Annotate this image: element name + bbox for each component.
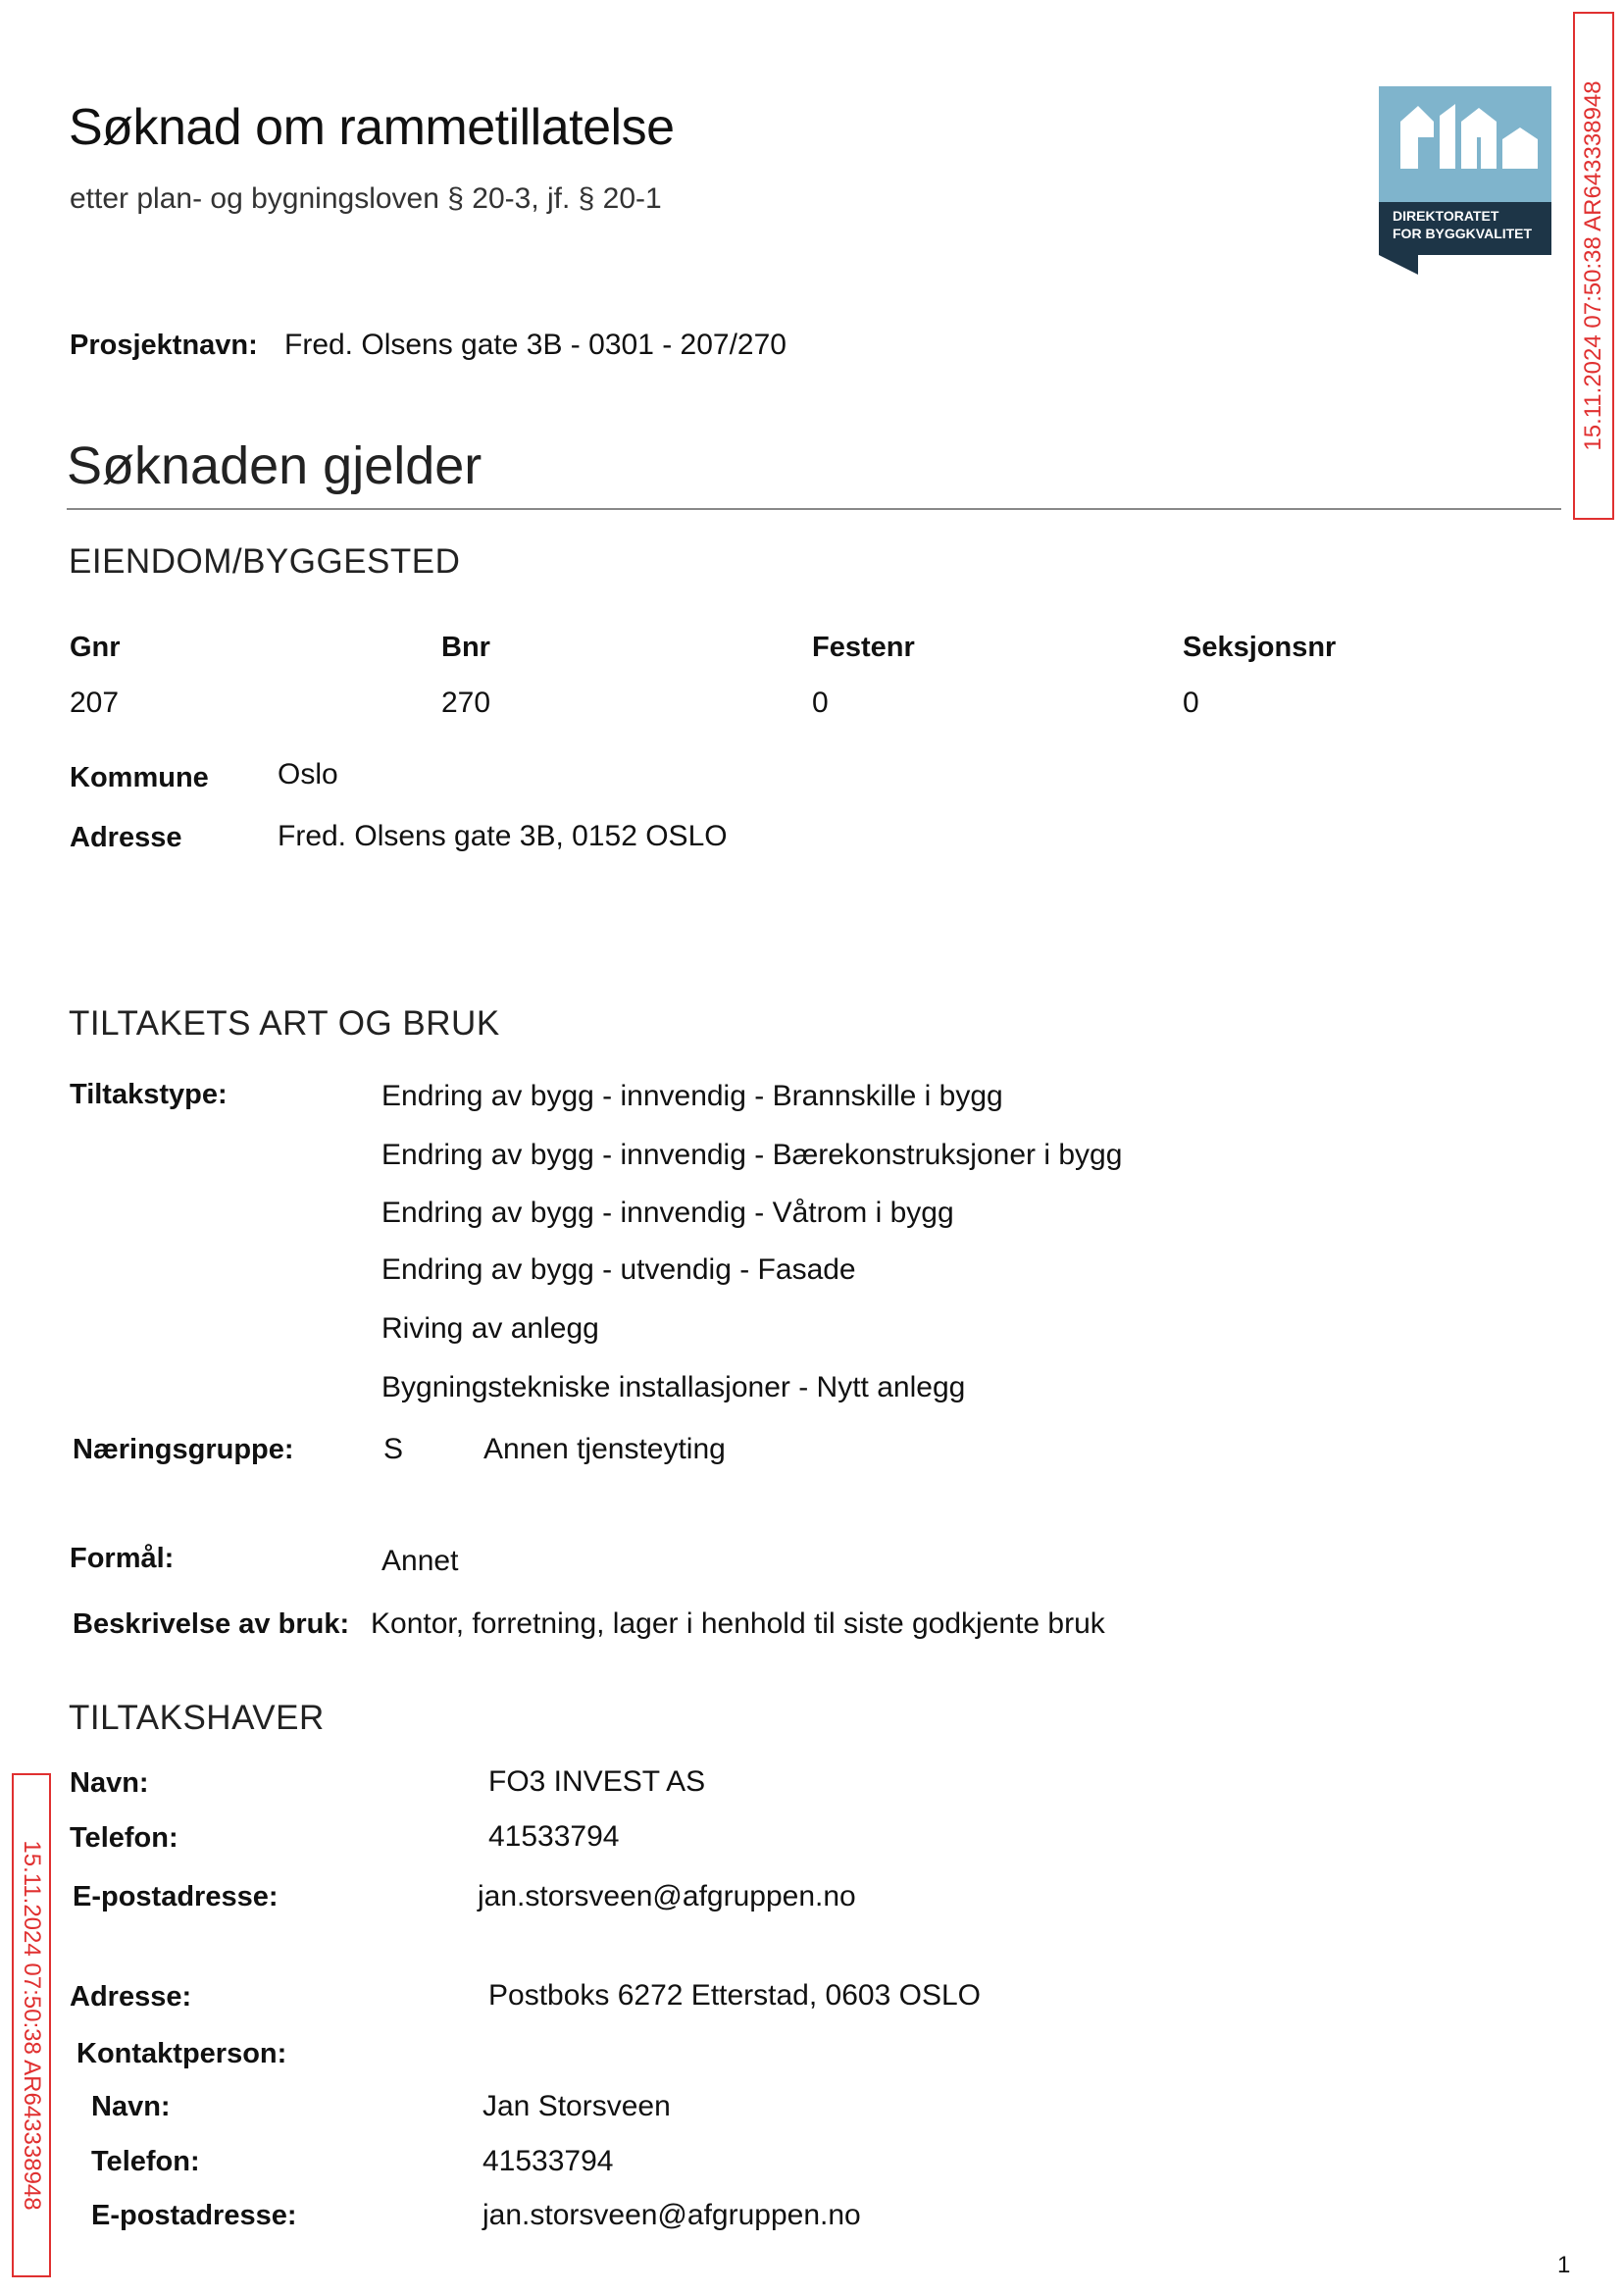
adresse-label: Adresse — [70, 822, 182, 853]
kontakt-epost-label: E-postadresse: — [91, 2200, 297, 2231]
tiltakstype-item: Riving av anlegg — [381, 1312, 599, 1345]
tiltakshaver-adresse-value: Postboks 6272 Etterstad, 0603 OSLO — [488, 1979, 981, 2012]
festenr-label: Festenr — [812, 632, 915, 663]
tiltakstype-item: Endring av bygg - innvendig - Våtrom i bygg — [381, 1197, 954, 1229]
tiltakshaver-epost-value: jan.storsveen@afgruppen.no — [478, 1880, 856, 1912]
dibk-logo — [1379, 86, 1551, 275]
tiltakshaver-adresse-label: Adresse: — [70, 1981, 192, 2013]
tiltakshaver-navn-value: FO3 INVEST AS — [488, 1765, 706, 1798]
tiltakstype-item: Endring av bygg - innvendig - Bærekonstruksjoner i bygg — [381, 1139, 1123, 1171]
bruk-label: Beskrivelse av bruk: — [73, 1608, 350, 1640]
kontakt-navn-value: Jan Storsveen — [482, 2090, 671, 2122]
logo-line1: DIREKTORATET — [1393, 208, 1499, 224]
bnr-value: 270 — [441, 687, 491, 719]
formal-value: Annet — [381, 1545, 459, 1577]
document-title: Søknad om rammetillatelse — [69, 99, 675, 156]
timestamp-stamp-top — [1573, 12, 1614, 520]
seksjonsnr-label: Seksjonsnr — [1183, 632, 1337, 663]
document-subtitle: etter plan- og bygningsloven § 20-3, jf. § 20-1 — [70, 182, 662, 215]
kontaktperson-label: Kontaktperson: — [76, 2038, 287, 2069]
naeringsgruppe-label: Næringsgruppe: — [73, 1434, 294, 1465]
project-value: Fred. Olsens gate 3B - 0301 - 207/270 — [284, 329, 787, 361]
timestamp-stamp-bottom — [12, 1773, 51, 2277]
stamp-text-top: 15.11.2024 07:50:38 AR643338948 — [1580, 80, 1606, 451]
adresse-value: Fred. Olsens gate 3B, 0152 OSLO — [278, 820, 728, 852]
tiltakstype-label: Tiltakstype: — [70, 1079, 228, 1110]
dibk-logo-graphic — [1379, 86, 1551, 275]
project-label: Prosjektnavn: — [70, 330, 258, 361]
kommune-value: Oslo — [278, 758, 338, 790]
tiltakshaver-navn-label: Navn: — [70, 1767, 149, 1799]
naeringsgruppe-code: S — [383, 1433, 404, 1465]
tiltakshaver-telefon-value: 41533794 — [488, 1820, 620, 1853]
eiendom-heading: EIENDOM/BYGGESTED — [69, 542, 461, 581]
bnr-label: Bnr — [441, 632, 490, 663]
stamp-text-bottom: 15.11.2024 07:50:38 AR643338948 — [19, 1840, 45, 2211]
section-divider — [67, 508, 1561, 510]
bruk-value: Kontor, forretning, lager i henhold til siste godkjente bruk — [371, 1607, 1105, 1640]
gnr-value: 207 — [70, 687, 120, 719]
kontakt-navn-label: Navn: — [91, 2091, 171, 2122]
formal-label: Formål: — [70, 1543, 175, 1574]
tiltakstype-item: Endring av bygg - innvendig - Brannskille i bygg — [381, 1080, 1003, 1112]
logo-line2: FOR BYGGKVALITET — [1393, 226, 1533, 241]
kommune-label: Kommune — [70, 762, 209, 793]
seksjonsnr-value: 0 — [1183, 687, 1199, 719]
section-title: Søknaden gjelder — [67, 436, 482, 495]
tiltakstype-item: Bygningstekniske installasjoner - Nytt anlegg — [381, 1371, 966, 1403]
tiltak-heading: TILTAKETS ART OG BRUK — [69, 1004, 500, 1043]
page-number: 1 — [1557, 2252, 1571, 2278]
tiltakshaver-heading: TILTAKSHAVER — [69, 1699, 325, 1737]
tiltakshaver-telefon-label: Telefon: — [70, 1822, 178, 1854]
kontakt-epost-value: jan.storsveen@afgruppen.no — [482, 2199, 861, 2231]
tiltakshaver-epost-label: E-postadresse: — [73, 1881, 279, 1912]
naeringsgruppe-text: Annen tjensteyting — [483, 1433, 726, 1465]
tiltakstype-item: Endring av bygg - utvendig - Fasade — [381, 1253, 856, 1286]
kontakt-telefon-value: 41533794 — [482, 2145, 614, 2177]
festenr-value: 0 — [812, 687, 829, 719]
gnr-label: Gnr — [70, 632, 121, 663]
kontakt-telefon-label: Telefon: — [91, 2146, 200, 2177]
